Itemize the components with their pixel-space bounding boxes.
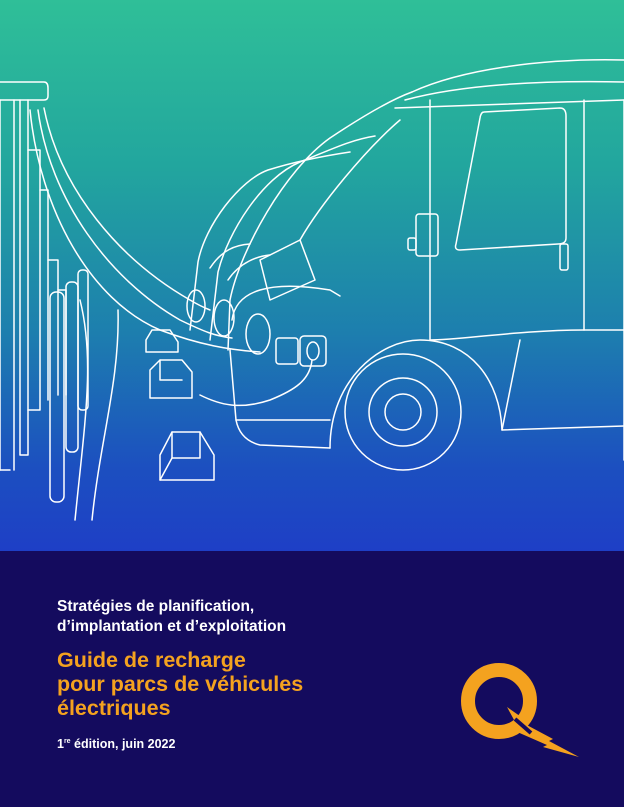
edition-number: 1 <box>57 737 64 751</box>
cover-subtitle <box>57 597 417 637</box>
title-line-3: électriques <box>57 696 171 720</box>
cover-title <box>57 648 417 720</box>
hydro-quebec-logo-icon <box>457 661 589 761</box>
edition-text: édition, juin 2022 <box>70 737 176 751</box>
subtitle-line-1: Stratégies de planification, <box>57 598 255 615</box>
title-line-2: pour parcs de véhicules <box>57 672 304 696</box>
subtitle-line-2: d’implantation et d’exploitation <box>57 618 287 635</box>
electric-van-icon <box>187 60 624 470</box>
edition-superscript: re <box>63 738 71 745</box>
title-line-1: Guide de recharge <box>57 648 246 672</box>
edition-label <box>57 737 175 751</box>
charging-station-icon <box>0 82 88 502</box>
wheel-chock-icon <box>146 330 214 480</box>
